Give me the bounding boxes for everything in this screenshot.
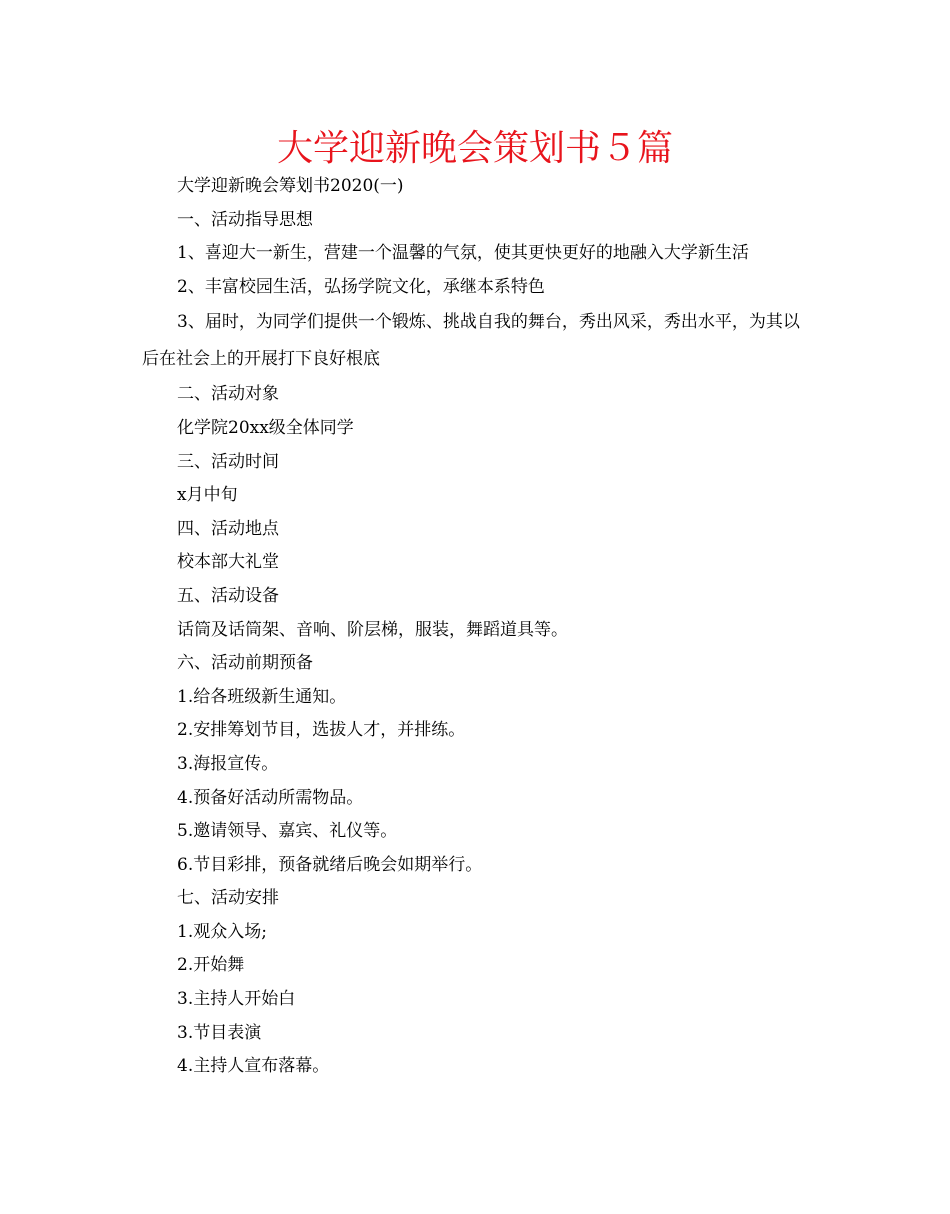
paragraph: 化学院20xx级全体同学 — [177, 417, 354, 438]
section-heading: 四、活动地点 — [177, 518, 279, 539]
list-item: 3.海报宣传。 — [177, 753, 279, 774]
list-item: 1.给各班级新生通知。 — [177, 686, 347, 707]
list-item: 4.预备好活动所需物品。 — [177, 787, 364, 808]
paragraph: 1、喜迎大一新生，营建一个温馨的气氛，使其更快更好的地融入大学新生活 — [177, 243, 749, 264]
section-heading: 一、活动指导思想 — [177, 209, 313, 230]
list-item: 2.开始舞 — [177, 955, 245, 976]
list-item: 6.节目彩排，预备就绪后晚会如期举行。 — [177, 854, 483, 875]
list-item: 1.观众入场; — [177, 921, 267, 942]
section-heading: 五、活动设备 — [177, 585, 279, 606]
paragraph: 3、届时，为同学们提供一个锻炼、挑战自我的舞台，秀出风采，秀出水平，为其以后在社会上的开展打下良好根底 — [142, 312, 800, 370]
section-heading: 六、活动前期预备 — [177, 653, 313, 674]
list-item: 2.安排筹划节目，选拔人才，并排练。 — [177, 720, 466, 741]
list-item: 4.主持人宣布落幕。 — [177, 1056, 330, 1077]
plan-subtitle: 大学迎新晚会筹划书2020(一) — [177, 176, 404, 196]
document-title: 大学迎新晚会策划书５篇 — [276, 128, 673, 169]
section-heading: 七、活动安排 — [177, 888, 279, 909]
paragraph: x月中旬 — [177, 485, 238, 506]
paragraph: 话筒及话筒架、音响、阶层梯，服装，舞蹈道具等。 — [177, 619, 568, 640]
paragraph: 2、丰富校园生活，弘扬学院文化，承继本系特色 — [177, 276, 545, 297]
list-item: 3.主持人开始白 — [177, 989, 296, 1010]
section-heading: 三、活动时间 — [177, 451, 279, 472]
list-item: 3.节目表演 — [177, 1022, 262, 1043]
list-item: 5.邀请领导、嘉宾、礼仪等。 — [177, 821, 398, 842]
section-heading: 二、活动对象 — [177, 384, 279, 405]
document-body — [142, 170, 810, 1084]
paragraph: 校本部大礼堂 — [177, 552, 279, 573]
